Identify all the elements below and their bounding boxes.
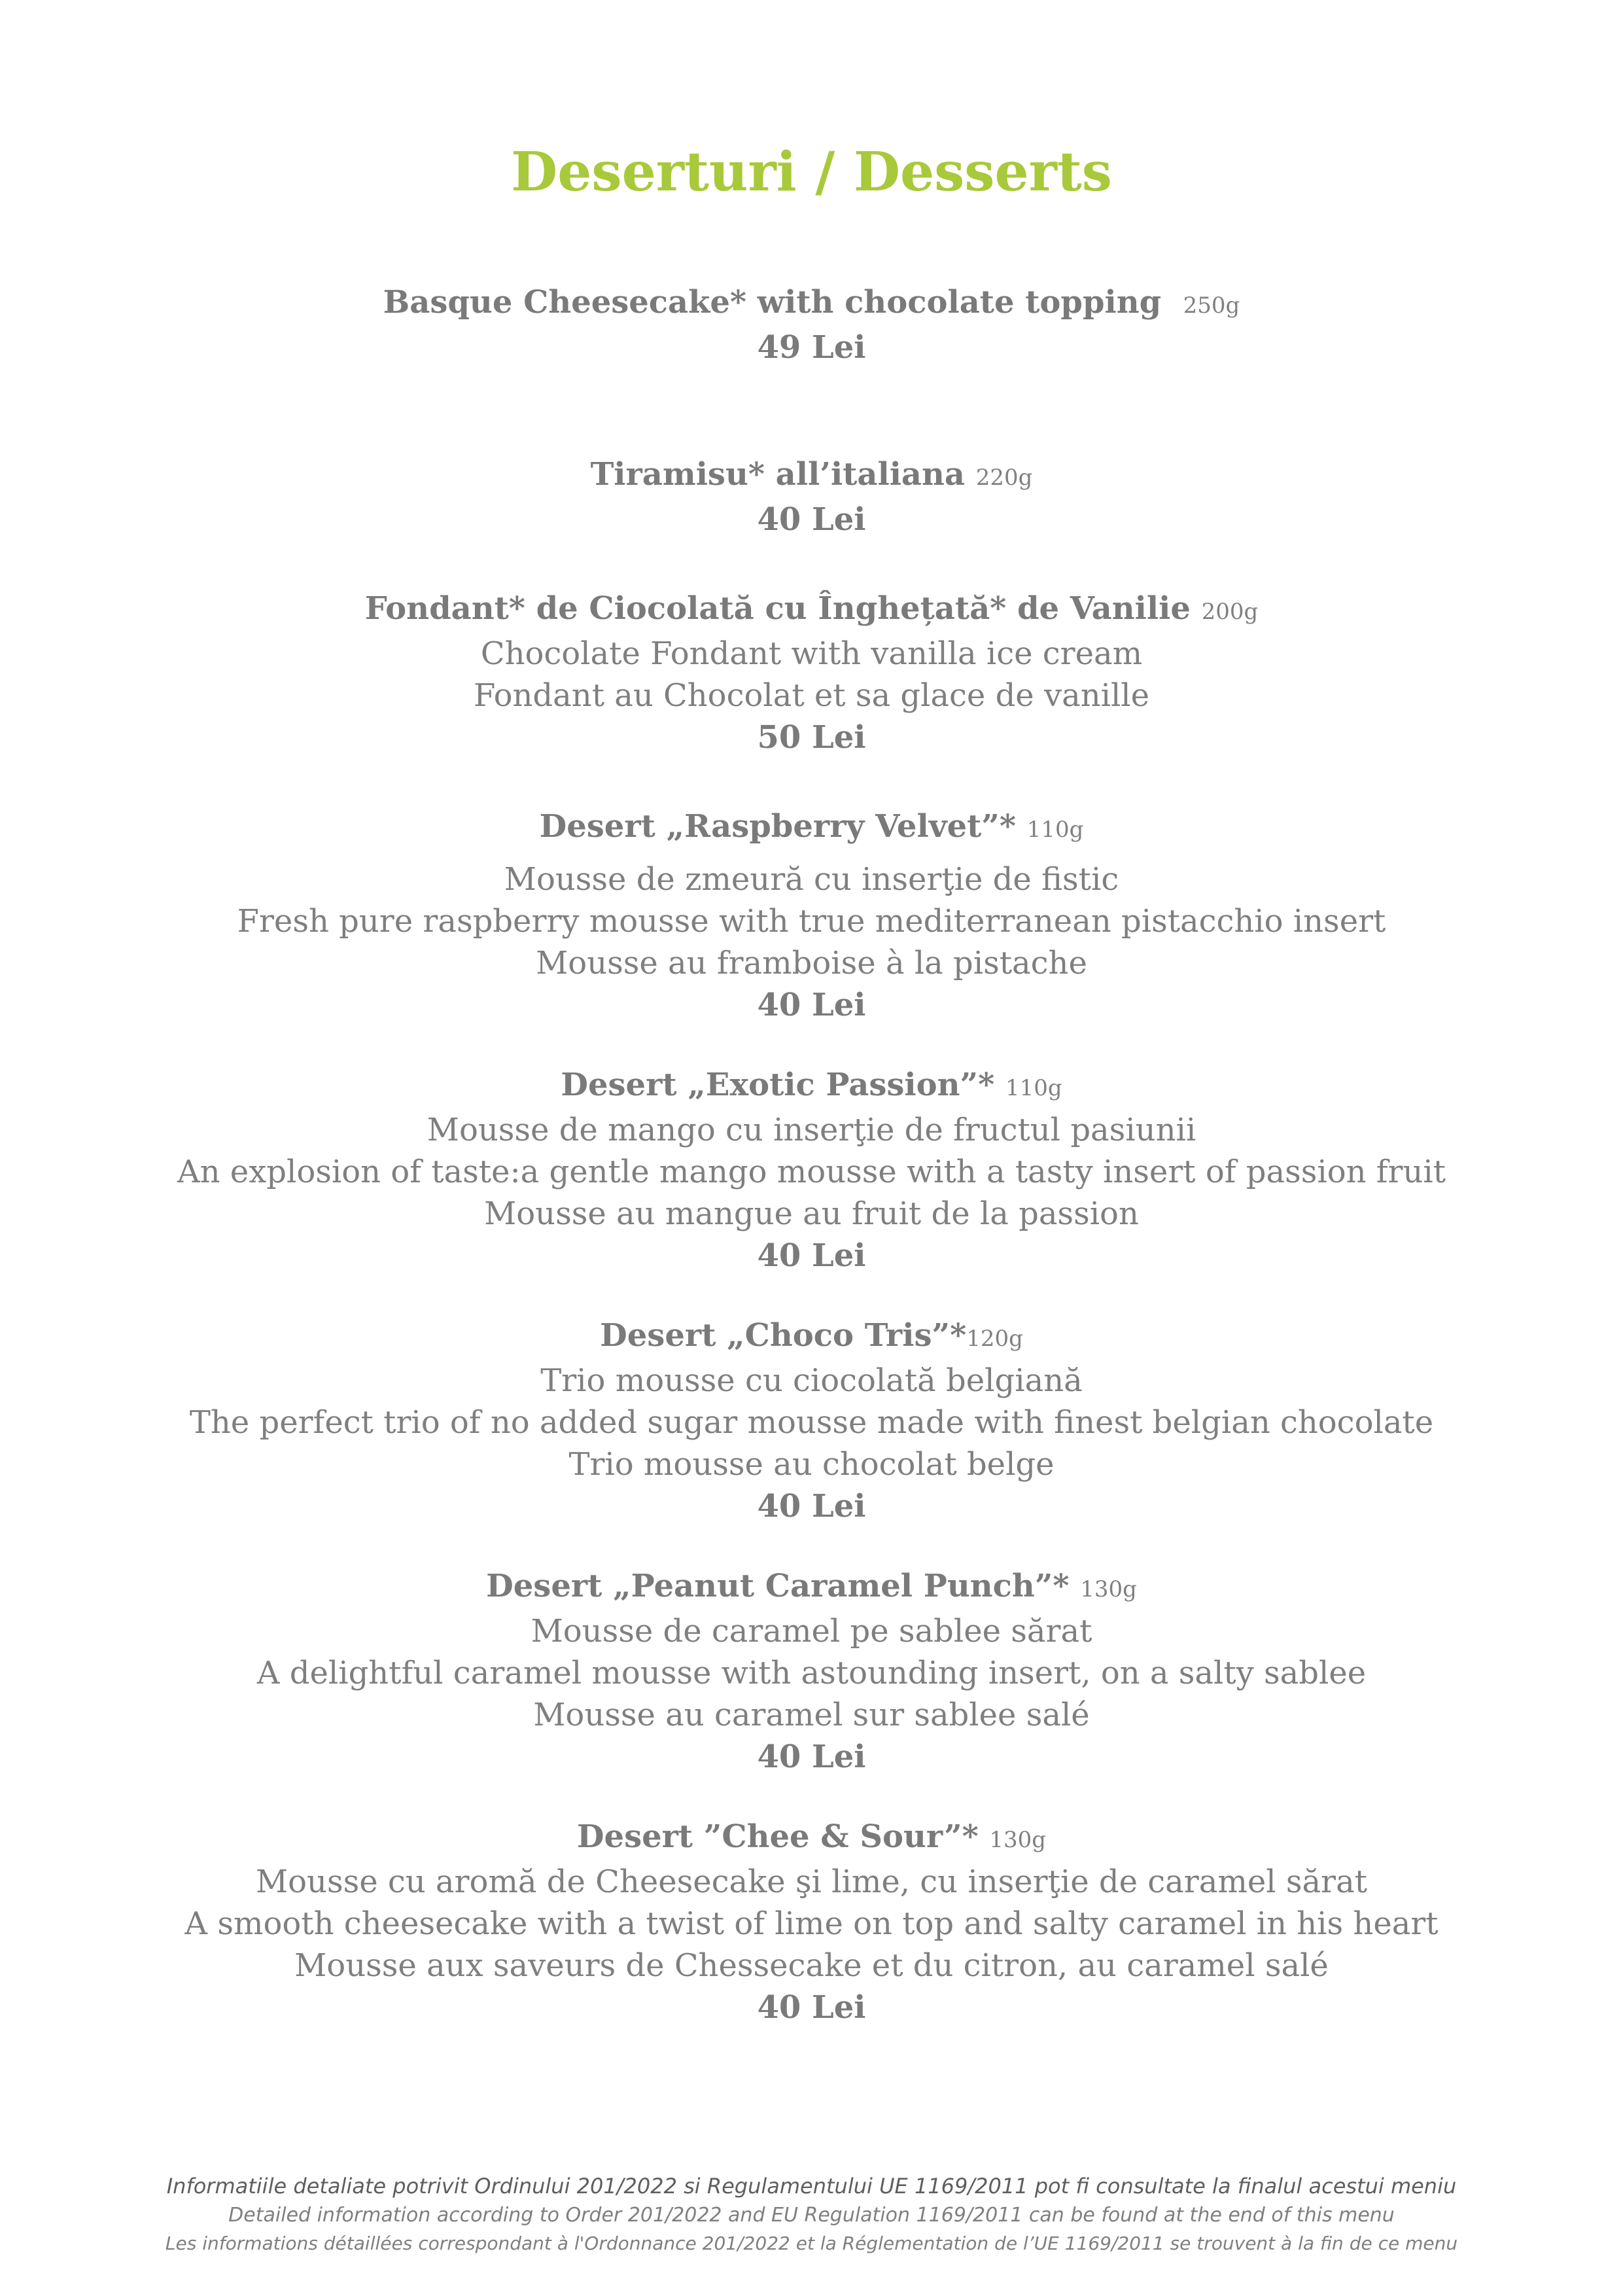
menu-item-title-line <box>0 1565 1623 1610</box>
menu-item <box>0 1315 1623 1527</box>
menu-item-description: Trio mousse au chocolat belge <box>568 1446 1055 1483</box>
menu-item-title-line <box>0 1816 1623 1861</box>
menu-item-weight: 110g <box>1026 817 1084 843</box>
menu-item-price: 50 Lei <box>757 719 866 756</box>
menu-item-price: 40 Lei <box>757 1237 866 1274</box>
menu-item-name: Basque Cheesecake* with chocolate topping <box>383 284 1162 321</box>
footer-line-en: Detailed information according to Order 201/2022 and EU Regulation 1169/2011 can be found at the end of this menu <box>228 2204 1395 2227</box>
allergen-footer <box>0 2171 1623 2257</box>
menu-item-name: Fondant* de Ciocolată cu Înghețată* de Vanilie <box>364 590 1191 627</box>
menu-item-name: Desert „Exotic Passion”* <box>561 1067 995 1103</box>
menu-item-weight: 110g <box>1005 1075 1062 1101</box>
menu-item-description: Mousse au framboise à la pistache <box>536 945 1087 981</box>
menu-item-name: Desert „Choco Tris”* <box>600 1317 967 1354</box>
menu-item <box>0 1816 1623 2028</box>
menu-item <box>0 1565 1623 1778</box>
menu-item <box>0 281 1623 368</box>
menu-item-weight: 250g <box>1183 292 1240 319</box>
menu-item-title-line <box>0 1064 1623 1109</box>
footer-line-ro: Informatiile detaliate potrivit Ordinului 201/2022 si Regulamentului UE 1169/2011 pot fi consultate la finalul acestui meniu <box>166 2174 1457 2199</box>
menu-item-weight: 220g <box>975 465 1033 491</box>
menu-item-description: Mousse aux saveurs de Chessecake et du citron, au caramel salé <box>294 1947 1329 1984</box>
menu-item-weight: 130g <box>989 1827 1047 1853</box>
menu-item-name: Tiramisu* all’italiana <box>590 456 966 493</box>
menu-item <box>0 453 1623 540</box>
menu-item-description: An explosion of taste:a gentle mango mousse with a tasty insert of passion fruit <box>177 1154 1446 1190</box>
menu-item-title-line <box>0 1315 1623 1360</box>
menu-item-description: Fondant au Chocolat et sa glace de vanille <box>473 677 1150 714</box>
menu-item <box>0 1064 1623 1277</box>
menu-item-name: Desert ”Chee & Sour”* <box>576 1818 979 1855</box>
page-title: Deserturi / Desserts <box>511 141 1112 203</box>
menu-item-description: Mousse de zmeură cu inserţie de fistic <box>504 861 1119 898</box>
menu-item-weight: 120g <box>966 1326 1023 1352</box>
menu-item-price: 40 Lei <box>757 1488 866 1525</box>
menu-item-description: Fresh pure raspberry mousse with true mediterranean pistacchio insert <box>237 903 1386 940</box>
menu-item-description: A smooth cheesecake with a twist of lime on top and salty caramel in his heart <box>184 1905 1439 1942</box>
menu-item-description: Mousse de mango cu inserţie de fructul pasiunii <box>427 1112 1196 1148</box>
menu-item-description: Mousse de caramel pe sablee sărat <box>531 1613 1092 1650</box>
dessert-menu <box>0 281 1623 2028</box>
menu-item-title-line <box>0 805 1623 851</box>
menu-item-description: The perfect trio of no added sugar mousse made with finest belgian chocolate <box>189 1404 1434 1441</box>
menu-item-description: Mousse au caramel sur sablee salé <box>533 1697 1090 1733</box>
menu-item-price: 40 Lei <box>757 501 866 538</box>
menu-item-name: Desert „Raspberry Velvet”* <box>539 808 1016 845</box>
menu-item-price: 40 Lei <box>757 987 866 1023</box>
menu-item <box>0 805 1623 1026</box>
menu-item-title-line <box>0 281 1623 327</box>
footer-line-fr: Les informations détaillées correspondant à l'Ordonnance 201/2022 et la Réglementation de l’UE 1169/2011 se trouvent à la fin de ce menu <box>165 2233 1458 2254</box>
menu-item-description: Trio mousse cu ciocolată belgiană <box>540 1362 1083 1399</box>
menu-item-title-line <box>0 588 1623 633</box>
menu-item-description: Mousse cu aromă de Cheesecake şi lime, cu inserţie de caramel sărat <box>255 1863 1367 1900</box>
menu-item-weight: 130g <box>1080 1576 1137 1602</box>
menu-item-description: Mousse au mangue au fruit de la passion <box>484 1195 1139 1232</box>
menu-item-weight: 200g <box>1201 599 1259 625</box>
menu-item-name: Desert „Peanut Caramel Punch”* <box>486 1568 1070 1604</box>
menu-item-description: A delightful caramel mousse with astounding insert, on a salty sablee <box>256 1655 1367 1691</box>
menu-item-price: 40 Lei <box>757 1739 866 1775</box>
menu-item <box>0 588 1623 758</box>
menu-item-price: 49 Lei <box>757 329 866 366</box>
menu-item-description: Chocolate Fondant with vanilla ice cream <box>480 635 1143 672</box>
menu-item-price: 40 Lei <box>757 1989 866 2026</box>
menu-item-title-line <box>0 453 1623 499</box>
